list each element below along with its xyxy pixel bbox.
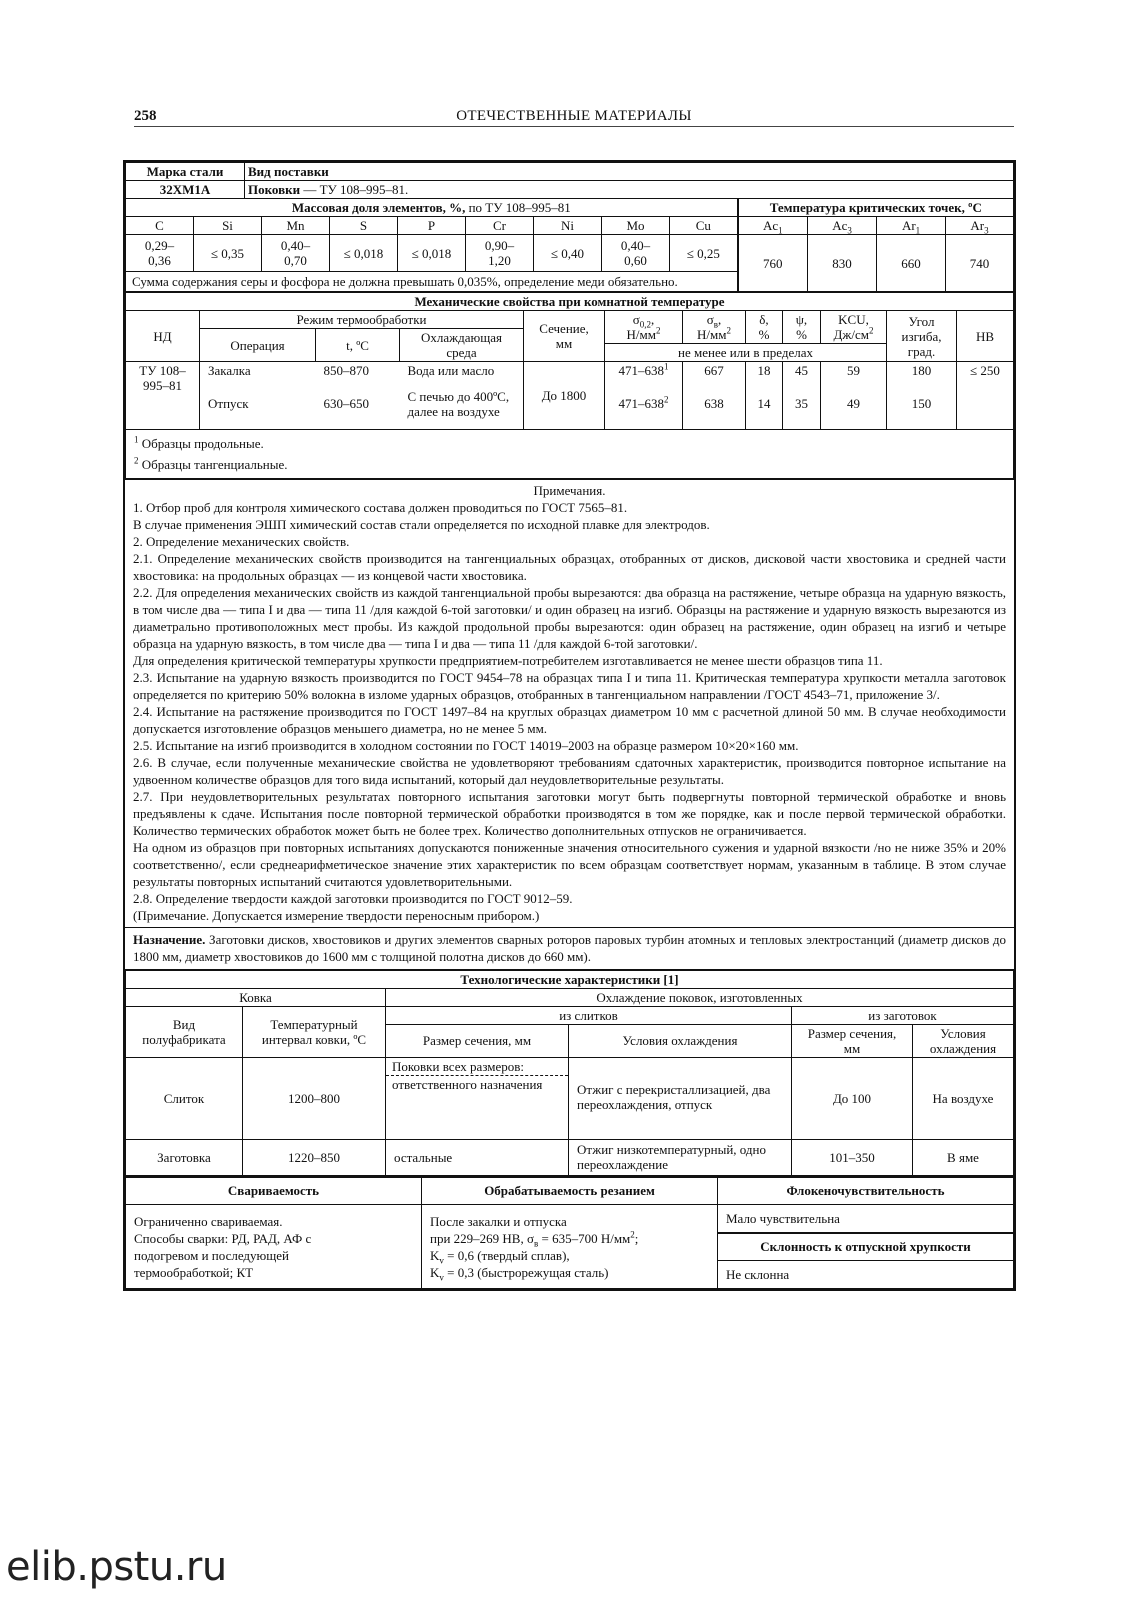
- note-paragraph: 2.4. Испытание на растяжение производится по ГОСТ 1497–84 на круглых образцах диаметром 10 мм с расчетной длиной 50 мм. В случае необходимости допускается изготовление образцов меньшего диаметра, но не менее 5 мм.: [133, 703, 1006, 736]
- props-table: [125, 1176, 1014, 1290]
- delta-header: δ, %: [746, 311, 783, 344]
- ingot-section-header: Размер сечения, мм: [386, 1024, 569, 1057]
- element-value-p: ≤ 0,018: [398, 235, 466, 272]
- page-header: [134, 106, 1014, 127]
- note-paragraph: В случае применения ЭШП химический состав стали определяется по исходной плавке для электродов.: [133, 516, 710, 532]
- hb-temper: [957, 379, 1014, 429]
- element-value-c: 0,29– 0,36: [126, 235, 194, 272]
- kcu-header: KCU, $Дж/см^2$: [821, 311, 887, 344]
- purpose-text: Заготовки дисков, хвостовиков и других элементов сварных роторов паровых турбин атомных и тепловых электростанций (диаметр дисков до 1800 мм, диаметр хвостовиков до 1600 мм с толщиной полотна дисков до 660 мм).: [133, 931, 1006, 964]
- cool-quench: Вода или масло: [407, 363, 495, 378]
- grade-value: 32ХМ1А: [126, 181, 245, 199]
- notes-block: [125, 479, 1014, 927]
- note-paragraph: 2.5. Испытание на изгиб производится в холодном состоянии по ГОСТ 14019–2003 на образце размером 10×20×160 мм.: [133, 737, 799, 753]
- cool-temper: С печью до 400ºС, далее на воздухе: [400, 379, 524, 429]
- note-paragraph: 1. Отбор проб для контроля химического состава должен проводиться по ГОСТ 7565–81.: [133, 499, 628, 515]
- critical-value-0: 760: [738, 235, 808, 292]
- note-paragraph: На одном из образцов при повторных испытаниях допускаются пониженные значения относительного сужения и ударной вязкости /но не ниже 35% и 20% соответственно/, если среднеарифметическое значение этих характеристик по всем образцам соответствует нормам, указанным в таблице. В этом случае результаты повторных испытаний считаются удовлетворительными.: [133, 839, 1006, 889]
- mech-title: Механические свойства при комнатной температуре: [126, 292, 1014, 311]
- regime-header: Режим термообработки: [200, 311, 524, 329]
- element-cu: Cu: [670, 217, 738, 235]
- note-paragraph: (Примечание. Допускается измерение твердости переносным прибором.): [133, 907, 540, 923]
- supply-value: Поковки — ТУ 108–995–81.: [245, 181, 1014, 199]
- delta-temper: 14: [746, 379, 783, 429]
- element-value-mo: 0,40– 0,60: [602, 235, 670, 272]
- purpose-label: Назначение.: [133, 931, 206, 947]
- critical-point-1: $Ac_3$: [808, 217, 877, 235]
- grade-table: [125, 162, 1014, 199]
- note-paragraph: 2. Определение механических свойств.: [133, 533, 350, 549]
- sec2-billet: 101–350: [792, 1139, 913, 1175]
- t-temper: 630–650: [316, 379, 400, 429]
- tech-title: Технологические характеристики [1]: [126, 970, 1014, 989]
- note-paragraph: 2.3. Испытание на ударную вязкость производится по ГОСТ 9454–78 на образцах типа I и типа 11. Критическая температура хрупкости металла заготовок определяется по критерию 50% волокна в изломе ударных образцов, отобранных в тангенциальном направлении /ГОСТ 4543–71, приложение 3/.: [133, 669, 1006, 702]
- angle-quench: 180: [887, 362, 957, 380]
- footnote-2: $^2$ Образцы тангенциальные.: [134, 455, 288, 472]
- psi-temper: 35: [783, 379, 821, 429]
- element-ni: Ni: [534, 217, 602, 235]
- op-quench: Закалка: [200, 362, 316, 380]
- grade-label: Марка стали: [126, 163, 245, 181]
- critical-title: Температура критических точек, ºС: [738, 199, 1014, 217]
- t-quench: 850–870: [323, 363, 369, 378]
- footnote-1: $^1$ Образцы продольные.: [134, 434, 264, 451]
- mech-table: [125, 291, 1014, 479]
- element-value-mn: 0,40– 0,70: [262, 235, 330, 272]
- element-value-si: ≤ 0,35: [194, 235, 262, 272]
- mech-footnotes: [126, 429, 1014, 478]
- page-title: ОТЕЧЕСТВЕННЫЕ МАТЕРИАЛЫ: [456, 108, 692, 124]
- critical-value-3: 740: [946, 235, 1014, 292]
- watermark: elib.pstu.ru: [6, 1544, 227, 1590]
- s02-quench: $471-638^1$: [605, 362, 683, 380]
- hb-value: ≤ 250: [957, 362, 1014, 380]
- semi-ingot: Слиток: [126, 1057, 243, 1139]
- cut-text: После закалки и отпуска при 229–269 НВ, $\sigma_в = 635-700$ $Н/мм^2$; $K_v = 0,6$ (твердый сплав), $K_v = 0,3$ (быстрорежущая сталь): [422, 1205, 718, 1289]
- cooling-header: Охлаждающая среда: [400, 329, 524, 362]
- cond2-billet: В яме: [913, 1139, 1014, 1175]
- from-ingots: из слитков: [386, 1006, 792, 1024]
- nd-header: НД: [126, 311, 200, 362]
- sv-header: $\sigma_в$, $Н/мм^2$: [683, 311, 746, 344]
- temp-billet: 1220–850: [243, 1139, 386, 1175]
- critical-value-2: 660: [877, 235, 946, 292]
- ingot-cool-header: Условия охлаждения: [569, 1024, 792, 1057]
- weld-title: Свариваемость: [126, 1177, 422, 1205]
- temper-text: Не склонна: [718, 1261, 1014, 1289]
- element-cr: Cr: [466, 217, 534, 235]
- element-mo: Mo: [602, 217, 670, 235]
- section-ingot: Поковки всех размеров: ответственного назначения: [386, 1057, 569, 1139]
- angle-header: Угол изгиба, град.: [887, 311, 957, 362]
- critical-point-2: $Ar_1$: [877, 217, 946, 235]
- composition-title: Массовая доля элементов, %, по ТУ 108–995–81: [126, 199, 738, 217]
- temp-header: t, ºС: [316, 329, 400, 362]
- cond-ingot: Отжиг с перекристаллизацией, два переохлаждения, отпуск: [569, 1057, 792, 1139]
- composition-note: Сумма содержания серы и фосфора не должна превышать 0,035%, определение меди обязательно.: [126, 272, 738, 292]
- element-value-cr: 0,90– 1,20: [466, 235, 534, 272]
- purpose-block: [125, 927, 1014, 969]
- critical-point-0: $Ac_1$: [738, 217, 808, 235]
- delta-quench: 18: [746, 362, 783, 380]
- operation-header: Операция: [200, 329, 316, 362]
- element-value-s: ≤ 0,018: [330, 235, 398, 272]
- op-temper: Отпуск: [200, 379, 316, 429]
- note-paragraph: 2.7. При неудовлетворительных результатах повторного испытания заготовки могут быть подвергнуты повторной термической обработке и вновь предъявлены к сдаче. Испытания после повторной термической обработки производятся в том же порядке, как и после первой термической обработки. Количество термических обработок может быть не более трех. Количество дополнительных отпусков не ограничивается.: [133, 788, 1006, 838]
- composition-table: [125, 198, 1014, 292]
- psi-header: ψ, %: [783, 311, 821, 344]
- temper-title: Склонность к отпускной хрупкости: [718, 1233, 1014, 1261]
- note-paragraph: 2.6. В случае, если полученные механические свойства не удовлетворяют требованиям сдаточных характеристик, производится повторное испытание на удвоенном количестве образцов для того вида испытаний, который дал неудовлетворительные результаты.: [133, 754, 1006, 787]
- note-paragraph: Для определения критической температуры хрупкости предприятием-потребителем изготавливается не менее шести образцов типа 11.: [133, 652, 883, 668]
- semi-header: Вид полуфабриката: [126, 1006, 243, 1057]
- kcu-quench: 59: [821, 362, 887, 380]
- cond2-ingot: На воздухе: [913, 1057, 1014, 1139]
- tech-table: [125, 969, 1014, 1176]
- flake-title: Флокеночувствительность: [718, 1177, 1014, 1205]
- element-c: C: [126, 217, 194, 235]
- element-si: Si: [194, 217, 262, 235]
- critical-value-1: 830: [808, 235, 877, 292]
- element-value-ni: ≤ 0,40: [534, 235, 602, 272]
- cond-billet: Отжиг низкотемпературный, одно переохлаждение: [569, 1139, 792, 1175]
- sv-quench: 667: [683, 362, 746, 380]
- nd-value: ТУ 108–995–81: [126, 362, 200, 430]
- section-value: До 1800: [524, 362, 605, 430]
- forging-header: Ковка: [126, 988, 386, 1006]
- note-paragraph: 2.2. Для определения механических свойств из каждой тангенциальной пробы вырезаются: два образца на растяжение, четыре образца на ударную вязкость, в том числе два — типа I и два — типа 11 /для каждой 6-той заготовки/ и один образец на изгиб. Образцы на растяжение и ударную вязкость вырезаются из диаметрально противоположных мест пробы. Из каждой продольной пробы вырезаются: один образец на растяжение, один образец на изгиб и четыре образца на ударную вязкость, в том числе два — типа I и два — типа 11 /для каждой 6-той заготовки/.: [133, 584, 1006, 651]
- element-mn: Mn: [262, 217, 330, 235]
- cooling-title: Охлаждение поковок, изготовленных: [386, 988, 1014, 1006]
- weld-text: Ограниченно свариваемая. Способы сварки: РД, РАД, АФ с подогревом и последующей термообработкой; КТ: [126, 1205, 422, 1289]
- sec2-ingot: До 100: [792, 1057, 913, 1139]
- notes-title: Примечания.: [533, 482, 606, 498]
- temp-ingot: 1200–800: [243, 1057, 386, 1139]
- range-note: не менее или в пределах: [605, 344, 887, 362]
- element-s: S: [330, 217, 398, 235]
- billet-section-header: Размер сечения, мм: [792, 1024, 913, 1057]
- psi-quench: 45: [783, 362, 821, 380]
- billet-cool-header: Условия охлаждения: [913, 1024, 1014, 1057]
- from-billets: из заготовок: [792, 1006, 1014, 1024]
- page-number: 258: [134, 108, 157, 124]
- section-billet: остальные: [386, 1139, 569, 1175]
- s02-header: $\sigma_{0,2}$, $Н/мм^2$: [605, 311, 683, 344]
- temp-interval-header: Температурный интервал ковки, ºС: [243, 1006, 386, 1057]
- section-header: Сечение, мм: [524, 311, 605, 362]
- steel-datasheet: [123, 160, 1016, 1291]
- supply-label: Вид поставки: [245, 163, 1014, 181]
- element-value-cu: ≤ 0,25: [670, 235, 738, 272]
- note-paragraph: 2.8. Определение твердости каждой заготовки производится по ГОСТ 9012–59.: [133, 890, 573, 906]
- s02-temper: $471-638^2$: [605, 379, 683, 429]
- note-paragraph: 2.1. Определение механических свойств производится на тангенциальных образцах, отобранных от дисков, дисковой части хвостовика и средней части хвостовика: на продольных образцах — из концевой части хвостовика.: [133, 550, 1006, 583]
- kcu-temper: 49: [821, 379, 887, 429]
- flake-text: Мало чувствительна: [718, 1205, 1014, 1233]
- hb-header: НВ: [957, 311, 1014, 362]
- sv-temper: 638: [683, 379, 746, 429]
- critical-point-3: $Ar_3$: [946, 217, 1014, 235]
- element-p: P: [398, 217, 466, 235]
- semi-billet: Заготовка: [126, 1139, 243, 1175]
- cut-title: Обрабатываемость резанием: [422, 1177, 718, 1205]
- angle-temper: 150: [887, 379, 957, 429]
